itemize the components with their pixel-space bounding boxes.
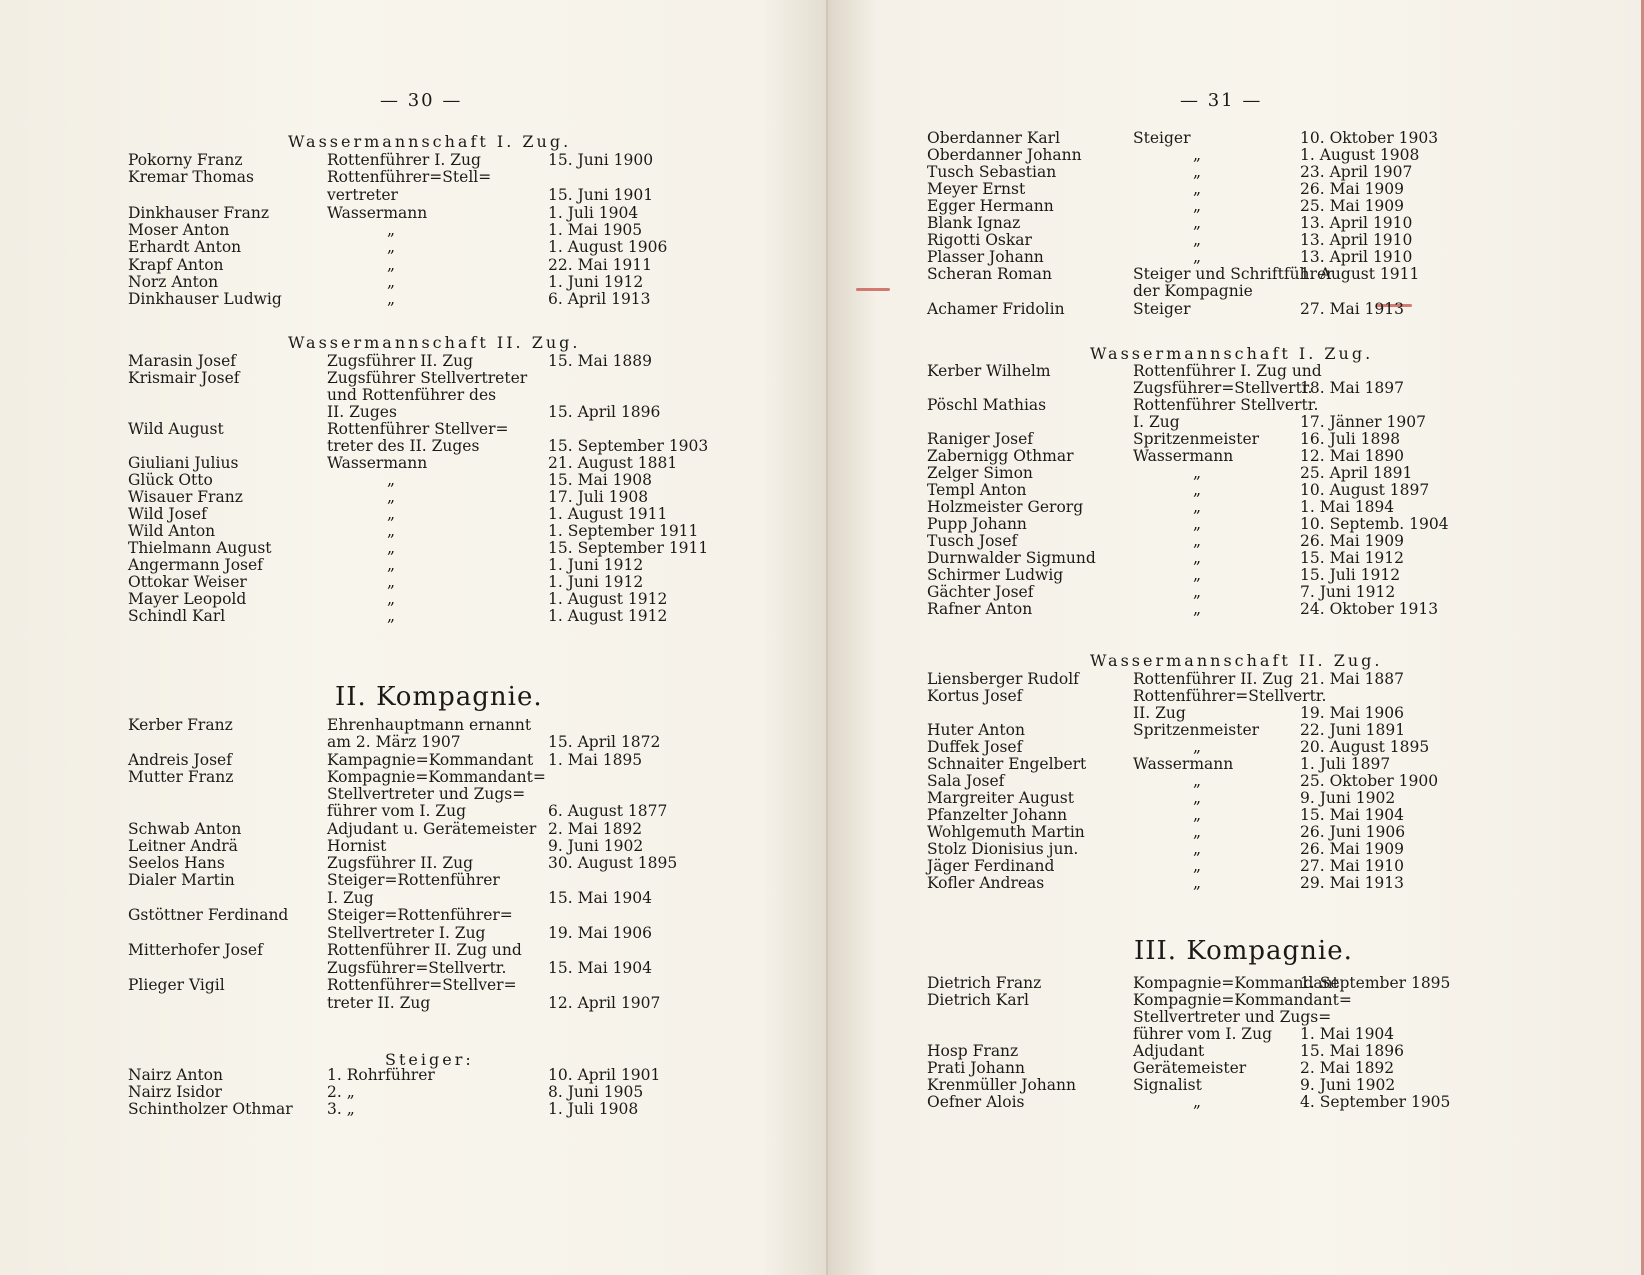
member-name: Tusch Josef	[927, 532, 1018, 550]
roster-row	[0, 540, 800, 558]
member-role: Stellvertreter I. Zug	[327, 924, 486, 942]
roster-row	[0, 1101, 800, 1119]
member-name: Andreis Josef	[128, 751, 232, 769]
entry-date: 24. Oktober 1913	[1300, 600, 1439, 618]
member-role: Rottenführer I. Zug	[327, 151, 481, 169]
company-heading: III. Kompagnie.	[1134, 936, 1353, 966]
entry-date: 1. Mai 1894	[1300, 498, 1395, 516]
entry-date: 15. Mai 1912	[1300, 549, 1405, 567]
member-name: Oberdanner Johann	[927, 146, 1082, 164]
entry-date: 1. August 1911	[1300, 265, 1420, 283]
roster-row	[0, 472, 800, 490]
member-role: „	[1193, 498, 1202, 516]
member-name: Schnaiter Engelbert	[927, 755, 1087, 773]
entry-date: 21. August 1881	[548, 454, 678, 472]
entry-date: 20. August 1895	[1300, 738, 1430, 756]
entry-date: 1. August 1912	[548, 607, 668, 625]
roster-row	[828, 688, 1628, 706]
member-name: Wisauer Franz	[128, 488, 243, 506]
roster-row	[0, 489, 800, 507]
member-role: „	[387, 539, 396, 557]
entry-date: 15. Juni 1901	[548, 186, 654, 204]
member-role: „	[1193, 549, 1202, 567]
entry-date: 17. Jänner 1907	[1300, 413, 1426, 431]
member-name: Pupp Johann	[927, 515, 1027, 533]
entry-date: 15. April 1896	[548, 403, 661, 421]
member-name: Egger Hermann	[927, 197, 1054, 215]
member-name: Prati Johann	[927, 1059, 1025, 1077]
entry-date: 26. Juni 1906	[1300, 823, 1406, 841]
roster-row	[0, 591, 800, 609]
entry-date: 15. Juni 1900	[548, 151, 654, 169]
member-role: „	[1193, 772, 1202, 790]
member-name: Leitner Andrä	[128, 837, 238, 855]
entry-date: 26. Mai 1909	[1300, 180, 1405, 198]
entry-date: 9. Juni 1902	[1300, 1076, 1396, 1094]
entry-date: 10. April 1901	[548, 1066, 661, 1084]
member-role: „	[387, 522, 396, 540]
member-name: Zelger Simon	[927, 464, 1033, 482]
member-role: „	[387, 607, 396, 625]
member-role: II. Zug	[1133, 704, 1186, 722]
roster-row	[0, 222, 800, 240]
member-name: Schwab Anton	[128, 820, 242, 838]
member-role: Kompagnie=Kommandant	[1133, 974, 1339, 992]
member-role: und Rottenführer des	[327, 386, 497, 404]
member-role: „	[387, 290, 396, 308]
section-heading: Wassermannschaft I. Zug.	[1090, 344, 1374, 363]
member-role: „	[387, 238, 396, 256]
roster-row	[0, 557, 800, 575]
entry-date: 10. Septemb. 1904	[1300, 515, 1449, 533]
roster-row	[0, 942, 800, 960]
page-number: — 30 —	[380, 90, 463, 111]
member-role: Steiger=Rottenführer=	[327, 906, 513, 924]
roster-row	[0, 1084, 800, 1102]
entry-date: 13. April 1910	[1300, 214, 1413, 232]
member-name: Kofler Andreas	[927, 874, 1045, 892]
member-name: Dialer Martin	[128, 871, 235, 889]
entry-date: 16. Juli 1898	[1300, 430, 1401, 448]
entry-date: 18. Mai 1897	[1300, 379, 1405, 397]
section-heading: Wassermannschaft II. Zug.	[288, 333, 581, 352]
member-name: Gstöttner Ferdinand	[128, 906, 289, 924]
entry-date: 12. April 1907	[548, 994, 661, 1012]
member-name: Ottokar Weiser	[128, 573, 247, 591]
member-role: Zugsführer II. Zug	[327, 854, 474, 872]
member-role: Kompagnie=Kommandant=	[327, 768, 546, 786]
member-role: Adjudant u. Gerätemeister	[327, 820, 537, 838]
entry-date: 1. Juni 1912	[548, 273, 644, 291]
member-name: Moser Anton	[128, 221, 230, 239]
member-name: Wild August	[128, 420, 224, 438]
member-name: Kremar Thomas	[128, 168, 254, 186]
member-role: Wassermann	[1133, 755, 1234, 773]
member-role: I. Zug	[1133, 413, 1180, 431]
member-role: II. Zuges	[327, 403, 397, 421]
member-role: „	[387, 573, 396, 591]
entry-date: 15. Mai 1889	[548, 352, 653, 370]
roster-row	[0, 608, 800, 626]
member-role: Steiger=Rottenführer	[327, 871, 500, 889]
member-role: Rottenführer Stellvertr.	[1133, 396, 1319, 414]
member-name: Kerber Franz	[128, 716, 233, 734]
member-role: „	[387, 273, 396, 291]
member-name: Sala Josef	[927, 772, 1005, 790]
member-role: Kompagnie=Kommandant=	[1133, 991, 1352, 1009]
member-role: „	[1193, 464, 1202, 482]
member-name: Templ Anton	[927, 481, 1027, 499]
member-name: Hosp Franz	[927, 1042, 1019, 1060]
member-name: Raniger Josef	[927, 430, 1034, 448]
member-role: „	[1193, 806, 1202, 824]
member-role: Rottenführer Stellver=	[327, 420, 509, 438]
entry-date: 1. August 1911	[548, 505, 668, 523]
roster-row	[828, 1094, 1628, 1112]
entry-date: 6. April 1913	[548, 290, 651, 308]
company-heading: II. Kompagnie.	[335, 682, 543, 712]
member-name: Krismair Josef	[128, 369, 240, 387]
member-name: Rafner Anton	[927, 600, 1033, 618]
member-role: Spritzenmeister	[1133, 430, 1260, 448]
member-name: Angermann Josef	[128, 556, 263, 574]
member-name: Schintholzer Othmar	[128, 1100, 293, 1118]
roster-row	[0, 872, 800, 890]
member-role: „	[387, 505, 396, 523]
member-name: Wild Josef	[128, 505, 207, 523]
roster-row	[828, 397, 1628, 415]
entry-date: 1. August 1912	[548, 590, 668, 608]
entry-date: 6. August 1877	[548, 802, 668, 820]
member-name: Dinkhauser Ludwig	[128, 290, 282, 308]
entry-date: 13. April 1910	[1300, 231, 1413, 249]
member-role: „	[1193, 180, 1202, 198]
entry-date: 15. September 1903	[548, 437, 709, 455]
member-name: Krenmüller Johann	[927, 1076, 1076, 1094]
entry-date: 1. Mai 1895	[548, 751, 643, 769]
member-name: Mayer Leopold	[128, 590, 247, 608]
member-role: „	[1193, 532, 1202, 550]
roster-row	[0, 274, 800, 292]
entry-date: 10. Oktober 1903	[1300, 129, 1439, 147]
member-name: Norz Anton	[128, 273, 219, 291]
member-role: Ehrenhauptmann ernannt	[327, 716, 532, 734]
entry-date: 15. Mai 1896	[1300, 1042, 1405, 1060]
member-role: „	[387, 488, 396, 506]
member-name: Mutter Franz	[128, 768, 234, 786]
member-name: Giuliani Julius	[128, 454, 239, 472]
member-name: Durnwalder Sigmund	[927, 549, 1096, 567]
member-role: Signalist	[1133, 1076, 1202, 1094]
member-role: Zugsführer=Stellvertr.	[1133, 379, 1313, 397]
member-name: Dietrich Franz	[927, 974, 1042, 992]
member-role: I. Zug	[327, 889, 374, 907]
entry-date: 13. April 1910	[1300, 248, 1413, 266]
member-name: Zabernigg Othmar	[927, 447, 1074, 465]
member-role: Wassermann	[327, 204, 428, 222]
member-name: Margreiter August	[927, 789, 1074, 807]
member-name: Kerber Wilhelm	[927, 362, 1051, 380]
entry-date: 15. Mai 1904	[548, 889, 653, 907]
roster-row	[0, 574, 800, 592]
member-role: „	[1193, 481, 1202, 499]
member-role: Rottenführer=Stellvertr.	[1133, 687, 1327, 705]
member-role: 1. Rohrführer	[327, 1066, 435, 1084]
member-role: „	[1193, 231, 1202, 249]
member-role: „	[1193, 600, 1202, 618]
member-role: Hornist	[327, 837, 387, 855]
entry-date: 29. Mai 1913	[1300, 874, 1405, 892]
member-name: Oefner Alois	[927, 1093, 1025, 1111]
member-role: Rottenführer II. Zug und	[327, 941, 522, 959]
roster-row	[828, 301, 1628, 319]
member-role: führer vom I. Zug	[327, 802, 466, 820]
roster-row	[0, 907, 800, 925]
entry-date: 2. Mai 1892	[548, 820, 643, 838]
member-name: Wohlgemuth Martin	[927, 823, 1085, 841]
entry-date: 1. Juni 1912	[548, 573, 644, 591]
member-name: Nairz Anton	[128, 1066, 223, 1084]
entry-date: 1. Juni 1912	[548, 556, 644, 574]
member-name: Jäger Ferdinand	[927, 857, 1055, 875]
entry-date: 2. Mai 1892	[1300, 1059, 1395, 1077]
roster-row	[0, 1067, 800, 1085]
member-role: Spritzenmeister	[1133, 721, 1260, 739]
entry-date: 25. April 1891	[1300, 464, 1413, 482]
entry-date: 15. Mai 1904	[548, 959, 653, 977]
member-name: Erhardt Anton	[128, 238, 242, 256]
entry-date: 23. April 1907	[1300, 163, 1413, 181]
entry-date: 15. September 1911	[548, 539, 709, 557]
entry-date: 1. Mai 1904	[1300, 1025, 1395, 1043]
member-role: Steiger	[1133, 300, 1191, 318]
entry-date: 25. Mai 1909	[1300, 197, 1405, 215]
member-name: Plasser Johann	[927, 248, 1044, 266]
roster-row	[0, 257, 800, 275]
roster-row	[828, 601, 1628, 619]
member-role: führer vom I. Zug	[1133, 1025, 1272, 1043]
member-role: „	[1193, 840, 1202, 858]
member-role: „	[1193, 566, 1202, 584]
member-name: Pokorny Franz	[128, 151, 243, 169]
member-role: „	[1193, 515, 1202, 533]
entry-date: 1. August 1908	[1300, 146, 1420, 164]
entry-date: 4. September 1905	[1300, 1093, 1451, 1111]
member-name: Oberdanner Karl	[927, 129, 1061, 147]
member-role: Wassermann	[327, 454, 428, 472]
entry-date: 1. August 1906	[548, 238, 668, 256]
member-role: „	[387, 590, 396, 608]
page-number: — 31 —	[1180, 90, 1263, 111]
entry-date: 1. September 1911	[548, 522, 699, 540]
member-name: Pöschl Mathias	[927, 396, 1047, 414]
member-name: Dinkhauser Franz	[128, 204, 269, 222]
entry-date: 8. Juni 1905	[548, 1083, 644, 1101]
entry-date: 15. April 1872	[548, 733, 661, 751]
entry-date: 7. Juni 1912	[1300, 583, 1396, 601]
member-name: Mitterhofer Josef	[128, 941, 263, 959]
roster-row	[0, 187, 800, 205]
member-name: Huter Anton	[927, 721, 1025, 739]
member-name: Pfanzelter Johann	[927, 806, 1068, 824]
entry-date: 17. Juli 1908	[548, 488, 649, 506]
member-role: vertreter	[327, 186, 398, 204]
member-role: Stellvertreter und Zugs=	[1133, 1008, 1332, 1026]
member-role: „	[1193, 823, 1202, 841]
member-role: „	[387, 556, 396, 574]
member-role: „	[387, 471, 396, 489]
entry-date: 1. Juli 1908	[548, 1100, 639, 1118]
roster-row	[828, 875, 1628, 893]
entry-date: 12. Mai 1890	[1300, 447, 1405, 465]
member-name: Dietrich Karl	[927, 991, 1029, 1009]
entry-date: 1. September 1895	[1300, 974, 1451, 992]
member-role: „	[387, 221, 396, 239]
member-name: Duffek Josef	[927, 738, 1023, 756]
member-role: Wassermann	[1133, 447, 1234, 465]
entry-date: 22. Mai 1911	[548, 256, 653, 274]
member-name: Gächter Josef	[927, 583, 1034, 601]
member-role: „	[1193, 146, 1202, 164]
member-name: Nairz Isidor	[128, 1083, 222, 1101]
member-name: Schindl Karl	[128, 607, 226, 625]
roster-row	[0, 734, 800, 752]
member-role: Steiger und Schriftführer	[1133, 265, 1334, 283]
entry-date: 15. Mai 1904	[1300, 806, 1405, 824]
member-name: Holzmeister Gerorg	[927, 498, 1084, 516]
entry-date: 19. Mai 1906	[548, 924, 653, 942]
right-page	[828, 0, 1644, 1275]
member-role: „	[1193, 789, 1202, 807]
entry-date: 21. Mai 1887	[1300, 670, 1405, 688]
member-name: Stolz Dionisius jun.	[927, 840, 1079, 858]
roster-row	[0, 803, 800, 821]
member-role: treter II. Zug	[327, 994, 431, 1012]
member-role: Rottenführer=Stell=	[327, 168, 492, 186]
member-name: Liensberger Rudolf	[927, 670, 1079, 688]
member-name: Plieger Vigil	[128, 976, 225, 994]
member-role: „	[1193, 248, 1202, 266]
member-name: Rigotti Oskar	[927, 231, 1032, 249]
roster-row	[0, 455, 800, 473]
member-role: Rottenführer I. Zug und	[1133, 362, 1322, 380]
member-role: 2. „	[327, 1083, 355, 1101]
roster-row	[828, 283, 1628, 301]
member-role: Zugsführer Stellvertreter	[327, 369, 528, 387]
roster-row	[0, 239, 800, 257]
member-name: Thielmann August	[128, 539, 272, 557]
roster-row	[0, 291, 800, 309]
member-role: „	[387, 256, 396, 274]
member-role: Gerätemeister	[1133, 1059, 1247, 1077]
entry-date: 27. Mai 1910	[1300, 857, 1405, 875]
member-name: Marasin Josef	[128, 352, 236, 370]
entry-date: 26. Mai 1909	[1300, 532, 1405, 550]
member-name: Krapf Anton	[128, 256, 224, 274]
entry-date: 15. Mai 1908	[548, 471, 653, 489]
member-role: „	[1193, 1093, 1202, 1111]
section-heading: Wassermannschaft I. Zug.	[288, 132, 572, 151]
member-role: Rottenführer=Stellver=	[327, 976, 517, 994]
member-role: Steiger	[1133, 129, 1191, 147]
member-role: Adjudant	[1133, 1042, 1205, 1060]
entry-date: 1. Juli 1904	[548, 204, 639, 222]
entry-date: 30. August 1895	[548, 854, 678, 872]
section-heading: Wassermannschaft II. Zug.	[1090, 651, 1383, 670]
entry-date: 19. Mai 1906	[1300, 704, 1405, 722]
member-name: Seelos Hans	[128, 854, 225, 872]
member-role: „	[1193, 874, 1202, 892]
member-role: „	[1193, 163, 1202, 181]
roster-row	[0, 995, 800, 1013]
member-role: 3. „	[327, 1100, 355, 1118]
entry-date: 15. Juli 1912	[1300, 566, 1401, 584]
member-role: Zugsführer=Stellvertr.	[327, 959, 507, 977]
entry-date: 25. Oktober 1900	[1300, 772, 1439, 790]
member-role: „	[1193, 583, 1202, 601]
roster-row	[0, 169, 800, 187]
member-name: Kortus Josef	[927, 687, 1023, 705]
entry-date: 26. Mai 1909	[1300, 840, 1405, 858]
roster-row	[0, 387, 800, 405]
member-role: Zugsführer II. Zug	[327, 352, 474, 370]
member-role: „	[1193, 857, 1202, 875]
member-role: „	[1193, 738, 1202, 756]
entry-date: 22. Juni 1891	[1300, 721, 1406, 739]
entry-date: 27. Mai 1913	[1300, 300, 1405, 318]
member-role: Stellvertreter und Zugs=	[327, 785, 526, 803]
member-role: am 2. März 1907	[327, 733, 461, 751]
roster-row	[0, 821, 800, 839]
member-role: der Kompagnie	[1133, 282, 1253, 300]
member-name: Scheran Roman	[927, 265, 1052, 283]
entry-date: 9. Juni 1902	[1300, 789, 1396, 807]
entry-date: 1. Mai 1905	[548, 221, 643, 239]
section-heading: Steiger:	[385, 1050, 474, 1069]
member-role: Rottenführer II. Zug	[1133, 670, 1294, 688]
member-name: Meyer Ernst	[927, 180, 1026, 198]
entry-date: 10. August 1897	[1300, 481, 1430, 499]
member-name: Wild Anton	[128, 522, 216, 540]
member-name: Blank Ignaz	[927, 214, 1021, 232]
member-role: Kampagnie=Kommandant	[327, 751, 534, 769]
entry-date: 1. Juli 1897	[1300, 755, 1391, 773]
member-name: Glück Otto	[128, 471, 213, 489]
member-name: Schirmer Ludwig	[927, 566, 1064, 584]
member-role: „	[1193, 197, 1202, 215]
entry-date: 9. Juni 1902	[548, 837, 644, 855]
member-name: Tusch Sebastian	[927, 163, 1057, 181]
roster-row	[0, 977, 800, 995]
member-role: treter des II. Zuges	[327, 437, 480, 455]
member-role: „	[1193, 214, 1202, 232]
member-name: Achamer Fridolin	[927, 300, 1065, 318]
roster-row	[0, 205, 800, 223]
